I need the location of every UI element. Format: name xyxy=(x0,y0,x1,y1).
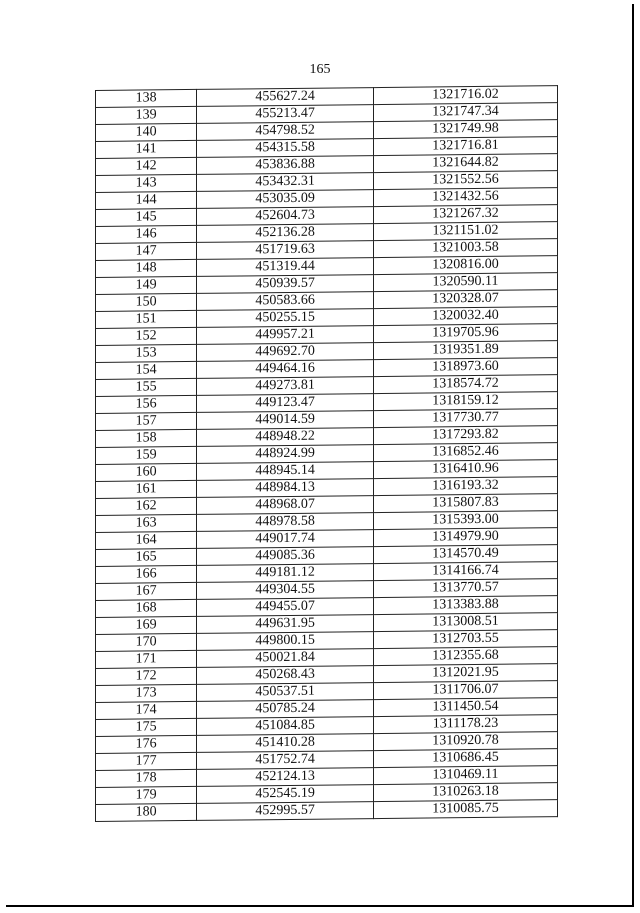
x-coordinate-cell: 450268.43 xyxy=(197,666,374,685)
y-coordinate-cell: 1314570.49 xyxy=(374,545,558,564)
x-coordinate-cell: 449181.12 xyxy=(197,564,374,583)
y-coordinate-cell: 1321644.82 xyxy=(374,154,558,173)
point-number-cell: 144 xyxy=(96,191,197,209)
x-coordinate-cell: 449631.95 xyxy=(197,615,374,634)
point-number-cell: 176 xyxy=(96,735,197,753)
y-coordinate-cell: 1310469.11 xyxy=(374,766,558,785)
y-coordinate-cell: 1318973.60 xyxy=(374,358,558,377)
y-coordinate-cell: 1311450.54 xyxy=(374,698,558,717)
point-number-cell: 180 xyxy=(96,803,197,821)
y-coordinate-cell: 1315807.83 xyxy=(374,494,558,513)
point-number-cell: 165 xyxy=(96,548,197,566)
x-coordinate-cell: 449692.70 xyxy=(197,343,374,362)
x-coordinate-cell: 453432.31 xyxy=(197,173,374,192)
y-coordinate-cell: 1312355.68 xyxy=(374,647,558,666)
coordinate-table-container xyxy=(95,85,558,822)
y-coordinate-cell: 1321267.32 xyxy=(374,205,558,224)
x-coordinate-cell: 452545.19 xyxy=(197,785,374,804)
point-number-cell: 147 xyxy=(96,242,197,260)
y-coordinate-cell: 1316193.32 xyxy=(374,477,558,496)
y-coordinate-cell: 1318159.12 xyxy=(374,392,558,411)
y-coordinate-cell: 1313008.51 xyxy=(374,613,558,632)
point-number-cell: 171 xyxy=(96,650,197,668)
y-coordinate-cell: 1314979.90 xyxy=(374,528,558,547)
x-coordinate-cell: 452995.57 xyxy=(197,802,374,821)
x-coordinate-cell: 453836.88 xyxy=(197,156,374,175)
y-coordinate-cell: 1310085.75 xyxy=(374,800,558,819)
point-number-cell: 167 xyxy=(96,582,197,600)
y-coordinate-cell: 1320590.11 xyxy=(374,273,558,292)
x-coordinate-cell: 452136.28 xyxy=(197,224,374,243)
point-number-cell: 142 xyxy=(96,157,197,175)
y-coordinate-cell: 1321552.56 xyxy=(374,171,558,190)
y-coordinate-cell: 1316852.46 xyxy=(374,443,558,462)
point-number-cell: 170 xyxy=(96,633,197,651)
x-coordinate-cell: 452604.73 xyxy=(197,207,374,226)
point-number-cell: 164 xyxy=(96,531,197,549)
point-number-cell: 173 xyxy=(96,684,197,702)
y-coordinate-cell: 1321747.34 xyxy=(374,103,558,122)
point-number-cell: 148 xyxy=(96,259,197,277)
point-number-cell: 163 xyxy=(96,514,197,532)
x-coordinate-cell: 449464.16 xyxy=(197,360,374,379)
point-number-cell: 179 xyxy=(96,786,197,804)
y-coordinate-cell: 1321716.81 xyxy=(374,137,558,156)
point-number-cell: 145 xyxy=(96,208,197,226)
x-coordinate-cell: 448948.22 xyxy=(197,428,374,447)
y-coordinate-cell: 1313770.57 xyxy=(374,579,558,598)
point-number-cell: 146 xyxy=(96,225,197,243)
y-coordinate-cell: 1310920.78 xyxy=(374,732,558,751)
point-number-cell: 177 xyxy=(96,752,197,770)
x-coordinate-cell: 451319.44 xyxy=(197,258,374,277)
y-coordinate-cell: 1321749.98 xyxy=(374,120,558,139)
point-number-cell: 160 xyxy=(96,463,197,481)
table-body xyxy=(96,86,558,822)
point-number-cell: 172 xyxy=(96,667,197,685)
x-coordinate-cell: 449455.07 xyxy=(197,598,374,617)
point-number-cell: 162 xyxy=(96,497,197,515)
y-coordinate-cell: 1317730.77 xyxy=(374,409,558,428)
y-coordinate-cell: 1321151.02 xyxy=(374,222,558,241)
point-number-cell: 154 xyxy=(96,361,197,379)
point-number-cell: 175 xyxy=(96,718,197,736)
x-coordinate-cell: 450583.66 xyxy=(197,292,374,311)
x-coordinate-cell: 448968.07 xyxy=(197,496,374,515)
y-coordinate-cell: 1311178.23 xyxy=(374,715,558,734)
point-number-cell: 158 xyxy=(96,429,197,447)
point-number-cell: 178 xyxy=(96,769,197,787)
point-number-cell: 174 xyxy=(96,701,197,719)
y-coordinate-cell: 1318574.72 xyxy=(374,375,558,394)
point-number-cell: 166 xyxy=(96,565,197,583)
y-coordinate-cell: 1313383.88 xyxy=(374,596,558,615)
point-number-cell: 149 xyxy=(96,276,197,294)
x-coordinate-cell: 449123.47 xyxy=(197,394,374,413)
coordinate-table xyxy=(95,85,558,822)
point-number-cell: 169 xyxy=(96,616,197,634)
y-coordinate-cell: 1315393.00 xyxy=(374,511,558,530)
point-number-cell: 157 xyxy=(96,412,197,430)
x-coordinate-cell: 449304.55 xyxy=(197,581,374,600)
y-coordinate-cell: 1312021.95 xyxy=(374,664,558,683)
y-coordinate-cell: 1321716.02 xyxy=(374,86,558,105)
point-number-cell: 161 xyxy=(96,480,197,498)
x-coordinate-cell: 448945.14 xyxy=(197,462,374,481)
y-coordinate-cell: 1321432.56 xyxy=(374,188,558,207)
x-coordinate-cell: 455213.47 xyxy=(197,105,374,124)
y-coordinate-cell: 1319351.89 xyxy=(374,341,558,360)
y-coordinate-cell: 1314166.74 xyxy=(374,562,558,581)
x-coordinate-cell: 448984.13 xyxy=(197,479,374,498)
point-number-cell: 138 xyxy=(96,89,197,107)
x-coordinate-cell: 449800.15 xyxy=(197,632,374,651)
x-coordinate-cell: 449085.36 xyxy=(197,547,374,566)
point-number-cell: 153 xyxy=(96,344,197,362)
y-coordinate-cell: 1320328.07 xyxy=(374,290,558,309)
x-coordinate-cell: 449273.81 xyxy=(197,377,374,396)
y-coordinate-cell: 1320032.40 xyxy=(374,307,558,326)
x-coordinate-cell: 449957.21 xyxy=(197,326,374,345)
point-number-cell: 159 xyxy=(96,446,197,464)
x-coordinate-cell: 455627.24 xyxy=(197,88,374,107)
point-number-cell: 155 xyxy=(96,378,197,396)
y-coordinate-cell: 1312703.55 xyxy=(374,630,558,649)
point-number-cell: 156 xyxy=(96,395,197,413)
point-number-cell: 143 xyxy=(96,174,197,192)
x-coordinate-cell: 450537.51 xyxy=(197,683,374,702)
x-coordinate-cell: 454315.58 xyxy=(197,139,374,158)
x-coordinate-cell: 450785.24 xyxy=(197,700,374,719)
x-coordinate-cell: 453035.09 xyxy=(197,190,374,209)
y-coordinate-cell: 1317293.82 xyxy=(374,426,558,445)
y-coordinate-cell: 1310686.45 xyxy=(374,749,558,768)
point-number-cell: 150 xyxy=(96,293,197,311)
y-coordinate-cell: 1321003.58 xyxy=(374,239,558,258)
point-number-cell: 141 xyxy=(96,140,197,158)
page-number: 165 xyxy=(309,62,331,77)
x-coordinate-cell: 451719.63 xyxy=(197,241,374,260)
point-number-cell: 152 xyxy=(96,327,197,345)
x-coordinate-cell: 450939.57 xyxy=(197,275,374,294)
x-coordinate-cell: 451410.28 xyxy=(197,734,374,753)
x-coordinate-cell: 451084.85 xyxy=(197,717,374,736)
point-number-cell: 151 xyxy=(96,310,197,328)
y-coordinate-cell: 1319705.96 xyxy=(374,324,558,343)
point-number-cell: 168 xyxy=(96,599,197,617)
x-coordinate-cell: 451752.74 xyxy=(197,751,374,770)
y-coordinate-cell: 1320816.00 xyxy=(374,256,558,275)
y-coordinate-cell: 1316410.96 xyxy=(374,460,558,479)
x-coordinate-cell: 450021.84 xyxy=(197,649,374,668)
x-coordinate-cell: 450255.15 xyxy=(197,309,374,328)
y-coordinate-cell: 1311706.07 xyxy=(374,681,558,700)
point-number-cell: 139 xyxy=(96,106,197,124)
x-coordinate-cell: 449014.59 xyxy=(197,411,374,430)
x-coordinate-cell: 449017.74 xyxy=(197,530,374,549)
x-coordinate-cell: 448978.58 xyxy=(197,513,374,532)
point-number-cell: 140 xyxy=(96,123,197,141)
x-coordinate-cell: 448924.99 xyxy=(197,445,374,464)
x-coordinate-cell: 454798.52 xyxy=(197,122,374,141)
x-coordinate-cell: 452124.13 xyxy=(197,768,374,787)
y-coordinate-cell: 1310263.18 xyxy=(374,783,558,802)
